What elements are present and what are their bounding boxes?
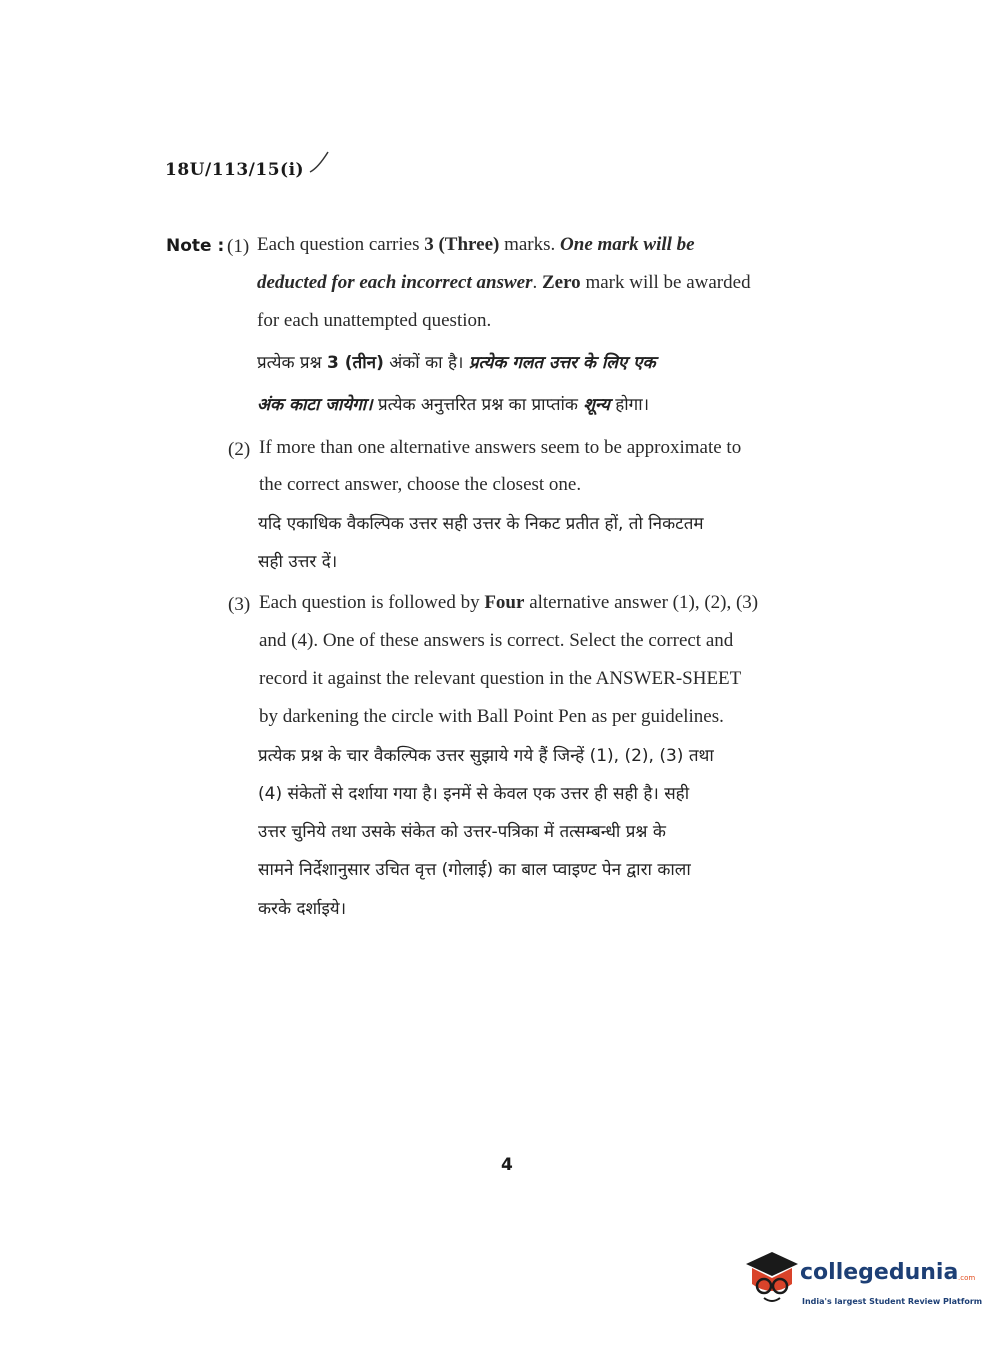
brand-name: collegedunia: [800, 1260, 959, 1285]
item-1-number: (1): [227, 236, 250, 257]
item-3-hindi-line-3: उत्तर चुनिये तथा उसके संकेत को उत्तर-पत्रिका में तत्सम्बन्धी प्रश्न के: [258, 822, 666, 842]
collegedunia-logo: [742, 1250, 983, 1312]
item-1-hindi-line-2: अंक काटा जायेगा। प्रत्येक अनुत्तरित प्रश्न का प्राप्तांक शून्य होगा।: [257, 395, 650, 415]
brand-tagline: India's largest Student Review Platform: [802, 1297, 983, 1306]
item-1-hindi-line-1: प्रत्येक प्रश्न 3 (तीन) अंकों का है। प्रत्येक गलत उत्तर के लिए एक: [257, 353, 656, 373]
item-1-english-line-2: deducted for each incorrect answer. Zero mark will be awarded: [257, 272, 751, 293]
item-3-english-line-3: record it against the relevant question in the ANSWER-SHEET: [259, 668, 742, 689]
item-2-english-line-2: the correct answer, choose the closest one.: [259, 474, 582, 495]
item-2-english-line-1: If more than one alternative answers seem to be approximate to: [259, 437, 742, 458]
item-3-hindi-line-4: सामने निर्देशानुसार उचित वृत्त (गोलाई) का बाल प्वाइण्ट पेन द्वारा काला: [258, 860, 691, 880]
item-3-hindi-line-1: प्रत्येक प्रश्न के चार वैकल्पिक उत्तर सुझाये गये हैं जिन्हें (1), (2), (3) तथा: [258, 746, 714, 766]
item-3-hindi-line-2: (4) संकेतों से दर्शाया गया है। इनमें से केवल एक उत्तर ही सही है। सही: [258, 784, 690, 804]
item-1-english-line-3: for each unattempted question.: [257, 310, 492, 331]
item-3-english-line-2: and (4). One of these answers is correct. Select the correct and: [259, 630, 734, 651]
brand-suffix: .com: [958, 1274, 976, 1282]
pen-tick-mark: [308, 148, 332, 176]
item-3-english-line-1: Each question is followed by Four alternative answer (1), (2), (3): [259, 592, 759, 613]
item-1-english-line-1: Each question carries 3 (Three) marks. One mark will be: [257, 234, 695, 255]
item-3-hindi-line-5: करके दर्शाइये।: [258, 899, 347, 919]
item-2-number: (2): [228, 439, 251, 460]
item-2-hindi-line-2: सही उत्तर दें।: [258, 552, 338, 572]
note-label: Note :: [166, 236, 225, 256]
page-code: 18U/113/15(i): [165, 160, 305, 180]
item-2-hindi-line-1: यदि एकाधिक वैकल्पिक उत्तर सही उत्तर के निकट प्रतीत हों, तो निकटतम: [258, 514, 704, 534]
item-3-english-line-4: by darkening the circle with Ball Point Pen as per guidelines.: [259, 706, 724, 727]
item-3-number: (3): [228, 594, 251, 615]
page-number: 4: [501, 1155, 513, 1175]
mascot-icon: [742, 1250, 802, 1312]
